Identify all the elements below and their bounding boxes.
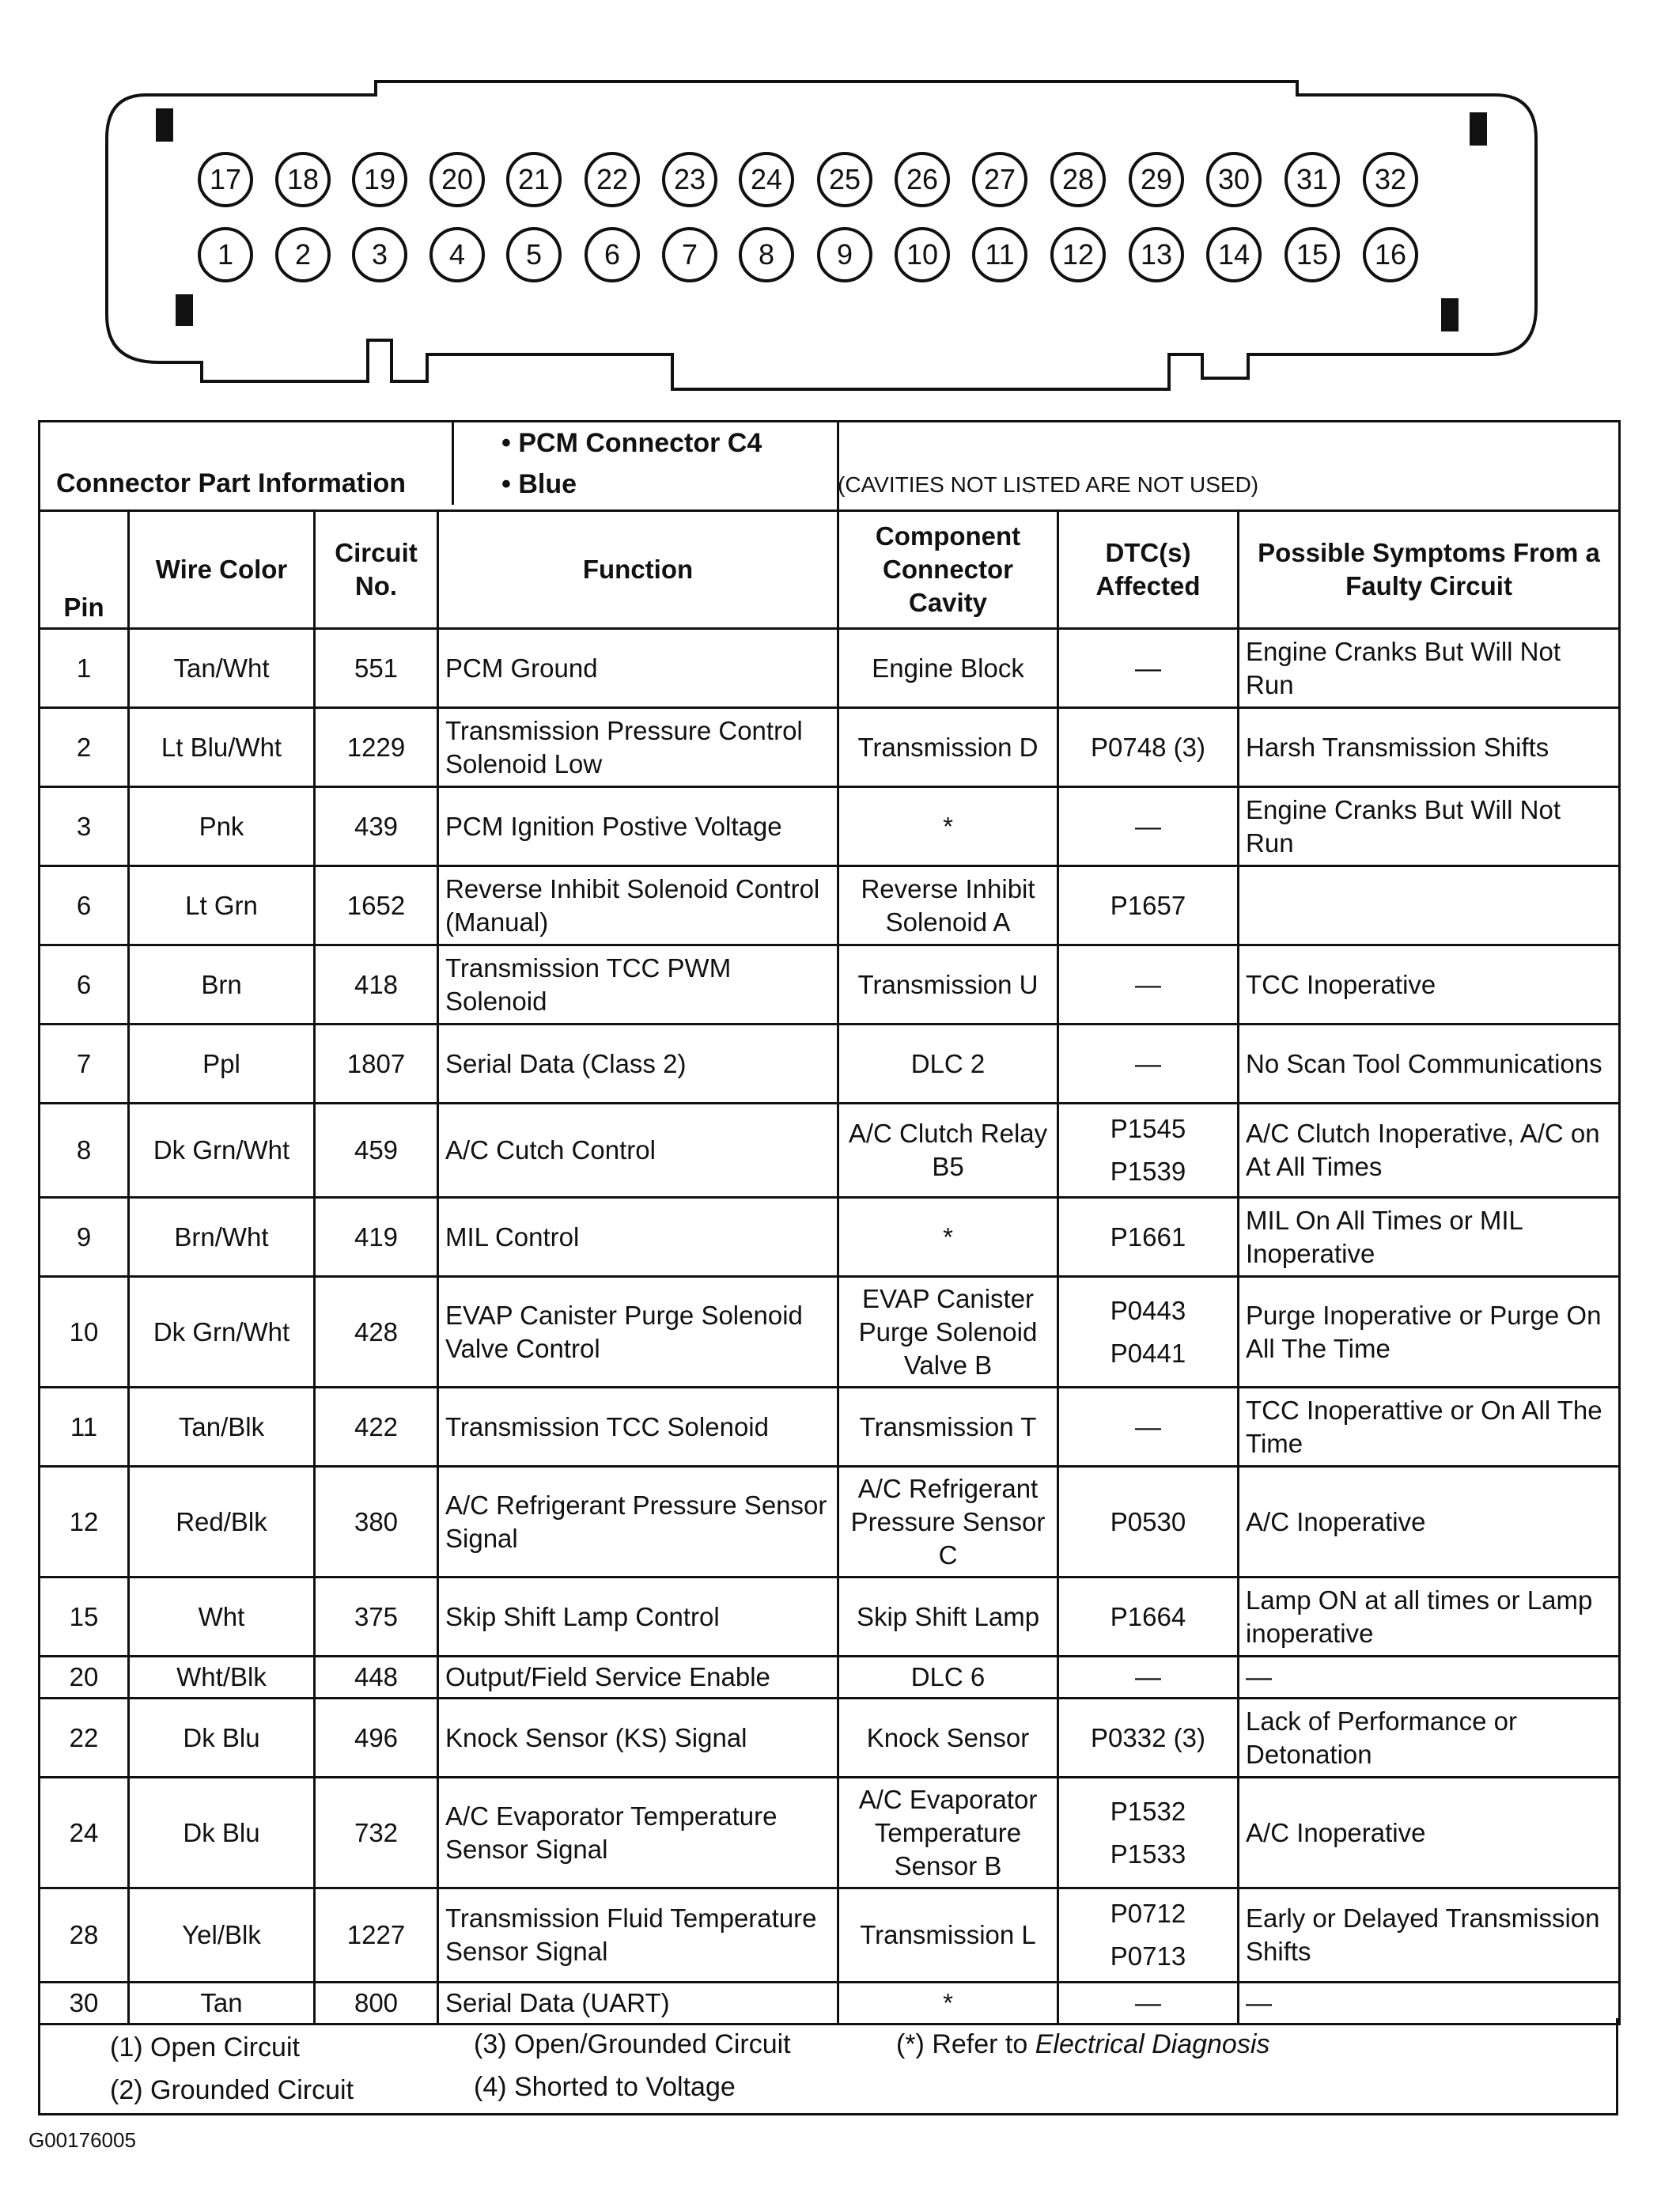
cell-circuit: 551: [315, 629, 438, 708]
cell-pin: 22: [40, 1699, 129, 1778]
dtc-code: —: [1135, 1411, 1162, 1441]
cell-symptom: Lack of Performance or Detonation: [1239, 1699, 1620, 1778]
connector-pin-21: [508, 153, 560, 206]
latch-mark-top-right: [1470, 112, 1487, 146]
cell-symptom: Early or Delayed Transmission Shifts: [1239, 1888, 1620, 1983]
connector-pin-label: 7: [681, 238, 698, 271]
footnote-open-grounded-circuit: (3) Open/Grounded Circuit: [474, 2029, 791, 2059]
header-wire-color: Wire Color: [129, 511, 315, 629]
cell-function: Serial Data (UART): [438, 1983, 838, 2025]
connector-pin-label: 19: [363, 163, 396, 195]
table-row: [40, 1104, 1620, 1198]
cell-pin: 3: [40, 787, 129, 866]
connector-pin-1: [199, 229, 252, 281]
connector-pin-label: 21: [517, 163, 551, 195]
cell-function: EVAP Canister Purge Solenoid Valve Control: [438, 1277, 838, 1388]
cell-dtc: [1058, 1657, 1239, 1699]
part-info-connector: • PCM Connector C4: [501, 428, 762, 458]
connector-pin-label: 31: [1296, 163, 1329, 195]
latch-mark-top-left: [156, 108, 173, 142]
dtc-code: P1664: [1110, 1601, 1186, 1631]
cell-function: Skip Shift Lamp Control: [438, 1578, 838, 1657]
connector-pin-31: [1286, 153, 1338, 206]
connector-pin-label: 12: [1061, 238, 1095, 271]
connector-pin-label: 24: [750, 163, 783, 195]
cell-function: Transmission Pressure Control Solenoid Low: [438, 708, 838, 787]
connector-pin-label: 15: [1296, 238, 1329, 271]
connector-pin-9: [819, 229, 871, 281]
cell-function: PCM Ignition Postive Voltage: [438, 787, 838, 866]
connector-pin-label: 30: [1217, 163, 1250, 195]
cell-circuit: 800: [315, 1983, 438, 2025]
cell-dtc: [1058, 1388, 1239, 1467]
cell-dtc: [1058, 1578, 1239, 1657]
cell-dtc: [1058, 1778, 1239, 1888]
connector-pin-label: 16: [1374, 238, 1407, 271]
connector-pin-label: 11: [985, 238, 1015, 271]
dtc-code: P0332 (3): [1091, 1722, 1205, 1752]
table-row: [40, 629, 1620, 708]
connector-diagram: [0, 0, 1661, 411]
cell-symptom: A/C Inoperative: [1239, 1467, 1620, 1578]
dtc-code: —: [1135, 653, 1162, 683]
cell-pin: 30: [40, 1983, 129, 2025]
dtc-code: P1545: [1110, 1114, 1186, 1143]
cell-component: Transmission T: [838, 1388, 1058, 1467]
cell-symptom: A/C Inoperative: [1239, 1778, 1620, 1888]
connector-pin-label: 2: [294, 238, 312, 271]
connector-pin-label: 9: [836, 238, 853, 271]
cell-circuit: 422: [315, 1388, 438, 1467]
cell-wire-color: Brn/Wht: [129, 1198, 315, 1277]
connector-pin-label: 14: [1217, 238, 1250, 271]
table-row: [40, 1198, 1620, 1277]
cell-dtc: [1058, 1467, 1239, 1578]
dtc-code: —: [1135, 811, 1162, 841]
connector-pin-10: [896, 229, 948, 281]
header-dtc: DTC(s) Affected: [1058, 511, 1239, 629]
cell-pin: 11: [40, 1388, 129, 1467]
cell-dtc: [1058, 1699, 1239, 1778]
cell-function: PCM Ground: [438, 629, 838, 708]
connector-pin-label: 28: [1061, 163, 1095, 195]
dtc-code: —: [1135, 1988, 1162, 2017]
cell-pin: 1: [40, 629, 129, 708]
cell-circuit: 448: [315, 1657, 438, 1699]
connector-pin-23: [664, 153, 716, 206]
cell-dtc: [1058, 629, 1239, 708]
cell-dtc: [1058, 1104, 1239, 1198]
dtc-code: —: [1135, 1048, 1162, 1078]
cell-component: Knock Sensor: [838, 1699, 1058, 1778]
cell-circuit: 1229: [315, 708, 438, 787]
connector-pin-5: [508, 229, 560, 281]
connector-pin-label: 23: [673, 163, 706, 195]
connector-pin-14: [1208, 229, 1260, 281]
cell-circuit: 375: [315, 1578, 438, 1657]
cell-symptom: A/C Clutch Inoperative, A/C on At All Times: [1239, 1104, 1620, 1198]
cell-wire-color: Dk Grn/Wht: [129, 1277, 315, 1388]
connector-pin-12: [1052, 229, 1104, 281]
cell-pin: 7: [40, 1025, 129, 1104]
cell-symptom: [1239, 866, 1620, 945]
dtc-code: P0712: [1110, 1899, 1186, 1928]
cell-circuit: 418: [315, 945, 438, 1025]
cell-function: Transmission TCC PWM Solenoid: [438, 945, 838, 1025]
cell-function: Knock Sensor (KS) Signal: [438, 1699, 838, 1778]
table-row: [40, 1578, 1620, 1657]
cell-component: *: [838, 1198, 1058, 1277]
cell-circuit: 1807: [315, 1025, 438, 1104]
dtc-code: P0441: [1110, 1338, 1186, 1368]
connector-pin-label: 10: [906, 238, 939, 271]
connector-pin-20: [431, 153, 483, 206]
part-info-note: (CAVITIES NOT LISTED ARE NOT USED): [838, 472, 1259, 497]
connector-pin-label: 18: [286, 163, 320, 195]
connector-pin-28: [1052, 153, 1104, 206]
footnotes: [38, 2018, 1618, 2115]
cell-pin: 10: [40, 1277, 129, 1388]
cell-pin: 15: [40, 1578, 129, 1657]
cell-wire-color: Red/Blk: [129, 1467, 315, 1578]
connector-pin-3: [354, 229, 406, 281]
cell-pin: 28: [40, 1888, 129, 1983]
connector-pin-32: [1364, 153, 1417, 206]
cell-component: Reverse Inhibit Solenoid A: [838, 866, 1058, 945]
cell-wire-color: Tan/Wht: [129, 629, 315, 708]
connector-pin-label: 6: [603, 238, 621, 271]
cell-component: *: [838, 787, 1058, 866]
table-row: [40, 1778, 1620, 1888]
cell-wire-color: Dk Grn/Wht: [129, 1104, 315, 1198]
connector-pin-label: 26: [906, 163, 939, 195]
table-row: [40, 1277, 1620, 1388]
cell-pin: 6: [40, 945, 129, 1025]
connector-pin-label: 17: [209, 163, 242, 195]
connector-pin-label: 25: [828, 163, 861, 195]
table-row: [40, 945, 1620, 1025]
connector-pin-7: [664, 229, 716, 281]
latch-mark-bottom-left: [176, 294, 193, 326]
cell-function: MIL Control: [438, 1198, 838, 1277]
cell-symptom: Harsh Transmission Shifts: [1239, 708, 1620, 787]
connector-pin-30: [1208, 153, 1260, 206]
cell-symptom: TCC Inoperative: [1239, 945, 1620, 1025]
connector-pin-17: [199, 153, 252, 206]
dtc-code: P1532: [1110, 1796, 1186, 1826]
cell-circuit: 732: [315, 1778, 438, 1888]
connector-pin-label: 3: [371, 238, 388, 271]
header-function: Function: [438, 511, 838, 629]
cell-symptom: Purge Inoperative or Purge On All The Time: [1239, 1277, 1620, 1388]
part-info-details: [453, 422, 838, 505]
cell-pin: 9: [40, 1198, 129, 1277]
connector-pin-8: [740, 229, 793, 281]
connector-pin-label: 22: [596, 163, 629, 195]
table-row: [40, 1657, 1620, 1699]
cell-component: A/C Evaporator Temperature Sensor B: [838, 1778, 1058, 1888]
cell-component: *: [838, 1983, 1058, 2025]
dtc-code: —: [1135, 969, 1162, 999]
connector-pin-label: 29: [1140, 163, 1173, 195]
part-info-color: • Blue: [501, 469, 577, 499]
cell-component: DLC 2: [838, 1025, 1058, 1104]
cell-function: Transmission TCC Solenoid: [438, 1388, 838, 1467]
cell-function: A/C Cutch Control: [438, 1104, 838, 1198]
connector-pin-6: [586, 229, 638, 281]
table-row: [40, 1888, 1620, 1983]
dtc-code: —: [1135, 1662, 1162, 1691]
connector-pin-15: [1286, 229, 1338, 281]
cell-function: A/C Evaporator Temperature Sensor Signal: [438, 1778, 838, 1888]
cell-wire-color: Dk Blu: [129, 1778, 315, 1888]
cell-wire-color: Yel/Blk: [129, 1888, 315, 1983]
connector-pin-26: [896, 153, 948, 206]
connector-pin-19: [354, 153, 406, 206]
cell-dtc: [1058, 1198, 1239, 1277]
cell-circuit: 1652: [315, 866, 438, 945]
cell-symptom: TCC Inoperattive or On All The Time: [1239, 1388, 1620, 1467]
cell-symptom: Lamp ON at all times or Lamp inoperative: [1239, 1578, 1620, 1657]
cell-circuit: 459: [315, 1104, 438, 1198]
cell-symptom: Engine Cranks But Will Not Run: [1239, 629, 1620, 708]
cell-wire-color: Wht/Blk: [129, 1657, 315, 1699]
cell-component: Skip Shift Lamp: [838, 1578, 1058, 1657]
cell-pin: 6: [40, 866, 129, 945]
cell-wire-color: Dk Blu: [129, 1699, 315, 1778]
dtc-code: P1661: [1110, 1222, 1186, 1252]
connector-pin-29: [1130, 153, 1182, 206]
cell-symptom: Engine Cranks But Will Not Run: [1239, 787, 1620, 866]
connector-pin-label: 13: [1140, 238, 1173, 271]
cell-component: Transmission L: [838, 1888, 1058, 1983]
dtc-code: P1539: [1110, 1157, 1186, 1186]
footnote-shorted-to-voltage: (4) Shorted to Voltage: [474, 2072, 736, 2102]
header-component: Component Connector Cavity: [838, 511, 1058, 629]
cell-wire-color: Wht: [129, 1578, 315, 1657]
connector-pin-25: [819, 153, 871, 206]
cell-circuit: 419: [315, 1198, 438, 1277]
table-row: [40, 708, 1620, 787]
cell-dtc: [1058, 1277, 1239, 1388]
cell-dtc: [1058, 945, 1239, 1025]
footnote-refer-italic: Electrical Diagnosis: [1035, 2029, 1270, 2059]
dtc-code: P0530: [1110, 1506, 1186, 1536]
cell-component: A/C Clutch Relay B5: [838, 1104, 1058, 1198]
table-row: [40, 787, 1620, 866]
cell-dtc: [1058, 1025, 1239, 1104]
connector-pin-label: 27: [983, 163, 1016, 195]
dtc-code: P0713: [1110, 1941, 1186, 1971]
cell-function: Transmission Fluid Temperature Sensor Signal: [438, 1888, 838, 1983]
cell-component: EVAP Canister Purge Solenoid Valve B: [838, 1277, 1058, 1388]
cell-wire-color: Brn: [129, 945, 315, 1025]
header-circuit: Circuit No.: [315, 511, 438, 629]
connector-pin-label: 8: [758, 238, 775, 271]
dtc-code: P1533: [1110, 1839, 1186, 1869]
connector-pin-11: [974, 229, 1026, 281]
cell-component: Transmission D: [838, 708, 1058, 787]
part-info-note-cell: [838, 422, 1620, 511]
cell-dtc: [1058, 1888, 1239, 1983]
footnote-grounded-circuit: (2) Grounded Circuit: [110, 2075, 354, 2105]
cell-pin: 12: [40, 1467, 129, 1578]
cell-component: Transmission U: [838, 945, 1058, 1025]
cell-pin: 2: [40, 708, 129, 787]
dtc-code: P0748 (3): [1091, 732, 1205, 762]
dtc-code: P1657: [1110, 890, 1186, 920]
connector-pin-label: 4: [448, 238, 466, 271]
cell-circuit: 496: [315, 1699, 438, 1778]
cell-wire-color: Lt Grn: [129, 866, 315, 945]
cell-wire-color: Ppl: [129, 1025, 315, 1104]
cell-function: A/C Refrigerant Pressure Sensor Signal: [438, 1467, 838, 1578]
cell-wire-color: Lt Blu/Wht: [129, 708, 315, 787]
cell-pin: 24: [40, 1778, 129, 1888]
cell-function: Reverse Inhibit Solenoid Control (Manual): [438, 866, 838, 945]
part-info-cell: [40, 422, 838, 511]
table-row: [40, 1025, 1620, 1104]
cell-symptom: No Scan Tool Communications: [1239, 1025, 1620, 1104]
cell-circuit: 380: [315, 1467, 438, 1578]
cell-dtc: [1058, 866, 1239, 945]
cell-wire-color: Pnk: [129, 787, 315, 866]
table-row: [40, 1388, 1620, 1467]
connector-pin-18: [277, 153, 329, 206]
connector-pin-2: [277, 229, 329, 281]
latch-mark-bottom-right: [1441, 298, 1459, 331]
cell-component: A/C Refrigerant Pressure Sensor C: [838, 1467, 1058, 1578]
connector-pin-13: [1130, 229, 1182, 281]
cell-symptom: —: [1239, 1983, 1620, 2025]
connector-pin-4: [431, 229, 483, 281]
pin-table: [38, 420, 1621, 2025]
header-pin: Pin: [40, 511, 129, 629]
connector-pin-label: 1: [217, 238, 234, 271]
cell-function: Serial Data (Class 2): [438, 1025, 838, 1104]
cell-circuit: 428: [315, 1277, 438, 1388]
table-row: [40, 1467, 1620, 1578]
cell-function: Output/Field Service Enable: [438, 1657, 838, 1699]
cell-component: DLC 6: [838, 1657, 1058, 1699]
cell-symptom: —: [1239, 1657, 1620, 1699]
connector-pin-label: 20: [441, 163, 474, 195]
connector-pin-24: [740, 153, 793, 206]
dtc-code: P0443: [1110, 1295, 1186, 1325]
connector-pin-label: 32: [1374, 163, 1407, 195]
connector-pin-27: [974, 153, 1026, 206]
footnote-refer-prefix: (*) Refer to: [896, 2029, 1035, 2059]
cell-symptom: MIL On All Times or MIL Inoperative: [1239, 1198, 1620, 1277]
cell-component: Engine Block: [838, 629, 1058, 708]
connector-pin-22: [586, 153, 638, 206]
table-row: [40, 866, 1620, 945]
connector-pin-label: 5: [525, 238, 543, 271]
table-row: [40, 1699, 1620, 1778]
cell-wire-color: Tan/Blk: [129, 1388, 315, 1467]
part-info-label: Connector Part Information: [40, 422, 453, 505]
cell-pin: 20: [40, 1657, 129, 1699]
footnote-open-circuit: (1) Open Circuit: [110, 2032, 300, 2062]
figure-id: G00176005: [28, 2128, 136, 2152]
connector-pin-16: [1364, 229, 1417, 281]
footnote-refer-electrical-diagnosis: [896, 2029, 1269, 2060]
header-symptoms: Possible Symptoms From a Faulty Circuit: [1239, 511, 1620, 629]
cell-pin: 8: [40, 1104, 129, 1198]
cell-dtc: [1058, 708, 1239, 787]
cell-wire-color: Tan: [129, 1983, 315, 2025]
cell-dtc: [1058, 787, 1239, 866]
cell-circuit: 439: [315, 787, 438, 866]
cell-circuit: 1227: [315, 1888, 438, 1983]
